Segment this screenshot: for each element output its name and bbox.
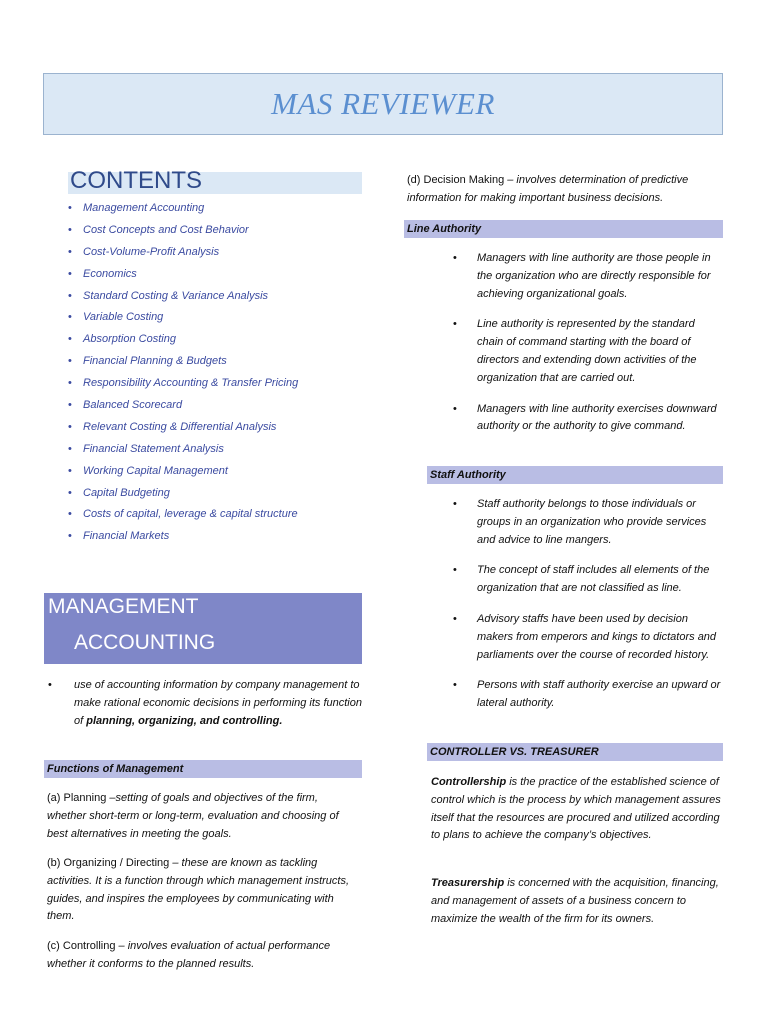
management-accounting-heading — [44, 593, 362, 664]
contents-heading: CONTENTS — [70, 167, 202, 194]
document-title-box — [43, 73, 723, 135]
controlling-paragraph — [47, 938, 359, 974]
line-authority-heading: Line Authority — [404, 220, 723, 238]
organizing-paragraph — [47, 855, 359, 926]
controller-treasurer-heading: CONTROLLER VS. TREASURER — [427, 743, 723, 761]
list-item-text: Persons with staff authority exercise an upward or lateral authority. — [477, 679, 721, 710]
organizing-sep: / — [116, 857, 126, 869]
bullet-icon: • — [453, 252, 457, 264]
contents-item: • Costs of capital, leverage & capital structure — [68, 505, 298, 527]
contents-item: • Financial Markets — [68, 527, 298, 549]
controllership-paragraph — [431, 774, 723, 845]
list-item-text: The concept of staff includes all elements of the organization that are not classified as line. — [477, 564, 710, 595]
list-item-text: Staff authority belongs to those individuals or groups in an organization who provide services and advice to line mangers. — [477, 498, 707, 546]
contents-heading-box — [68, 167, 362, 194]
bullet-icon: • — [453, 679, 457, 692]
treasurership-paragraph — [431, 875, 723, 928]
bullet-icon: • — [453, 564, 457, 577]
list-item-text: Managers with line authority exercises downward authority or the authority to give command. — [477, 402, 717, 433]
contents-item: • Economics — [68, 265, 298, 287]
controllership-label: Controllership — [431, 776, 507, 788]
organizing-label: (b) Organizing — [47, 857, 117, 869]
contents-item: • Capital Budgeting — [68, 484, 298, 506]
list-item — [453, 496, 722, 549]
management-definition — [48, 677, 364, 730]
bullet-icon: • — [453, 318, 457, 331]
list-item — [453, 250, 722, 303]
contents-item: • Standard Costing & Variance Analysis — [68, 287, 298, 309]
functions-heading: Functions of Management — [44, 760, 362, 778]
bullet-icon: • — [453, 612, 457, 625]
decision-label: (d) Decision Making — [407, 174, 505, 186]
controllership-text: is the practice of the established science of control which is the process by which management assures itself that the resources are procured and utilized according to plans to achieve the company’s objectives. — [431, 776, 721, 842]
line-authority-list — [453, 250, 722, 436]
bullet-icon: • — [453, 498, 457, 510]
decision-paragraph — [407, 172, 719, 208]
contents-item: • Cost Concepts and Cost Behavior — [68, 221, 298, 243]
contents-item: • Absorption Costing — [68, 330, 298, 352]
staff-authority-heading: Staff Authority — [427, 466, 723, 484]
contents-list — [68, 199, 298, 549]
staff-authority-list — [453, 496, 722, 713]
planning-text: –setting of goals and objectives of the firm, whether short-term or long-term, evaluation and choosing of best alternatives in meeting the goals. — [47, 792, 339, 840]
list-item-text: Line authority is represented by the standard chain of command starting with the board of directors and extending down activities of the organization that are carried out. — [477, 318, 697, 384]
planning-label: (a) Planning — [47, 792, 107, 804]
document-title: MAS REVIEWER — [271, 86, 495, 121]
list-item — [453, 401, 722, 437]
list-item — [453, 677, 722, 713]
decision-text: – involves determination of predictive information for making important business decisions. — [407, 174, 689, 204]
bullet-icon: • — [453, 402, 457, 415]
definition-text: use of accounting information by company management to make rational economic decisions in performing its function of — [74, 679, 362, 727]
contents-item: • Balanced Scorecard — [68, 396, 298, 418]
heading-line-1: MANAGEMENT — [48, 595, 199, 618]
contents-item: • Financial Statement Analysis — [68, 440, 298, 462]
list-item-text: Advisory staffs have been used by decision makers from emperors and kings to dictators and parliaments over the course of recorded history. — [477, 612, 717, 661]
list-item-text: Managers with line authority are those people in the organization who are directly responsible for achieving organizational goals. — [477, 252, 711, 300]
definition-bold-text: planning, organizing, and controlling. — [86, 714, 283, 727]
list-item — [453, 562, 722, 598]
organizing-text: – these are known as tackling activities. It is a function through which management instructs, guides, and inspires the employees by communicating with them. — [47, 857, 350, 923]
directing-label: Directing — [125, 857, 170, 869]
contents-item: • Cost-Volume-Profit Analysis — [68, 243, 298, 265]
controlling-label: (c) Controlling — [47, 940, 116, 952]
contents-item: • Responsibility Accounting & Transfer Pricing — [68, 374, 298, 396]
controlling-text: – involves evaluation of actual performance whether it conforms to the planned results. — [47, 940, 331, 970]
contents-item: • Variable Costing — [68, 308, 298, 330]
contents-item: • Management Accounting — [68, 199, 298, 221]
contents-item: • Relevant Costing & Differential Analysis — [68, 418, 298, 440]
planning-paragraph — [47, 790, 359, 843]
contents-item: • Financial Planning & Budgets — [68, 352, 298, 374]
bullet-icon: • — [48, 679, 52, 691]
list-item — [453, 611, 722, 664]
contents-item: • Working Capital Management — [68, 462, 298, 484]
list-item — [453, 316, 722, 387]
treasurership-label: Treasurership — [431, 877, 505, 889]
heading-line-2: ACCOUNTING — [74, 631, 216, 654]
treasurership-text: is concerned with the acquisition, financing, and management of assets of a business concern to maximize the wealth of the firm for its owners. — [431, 877, 719, 925]
